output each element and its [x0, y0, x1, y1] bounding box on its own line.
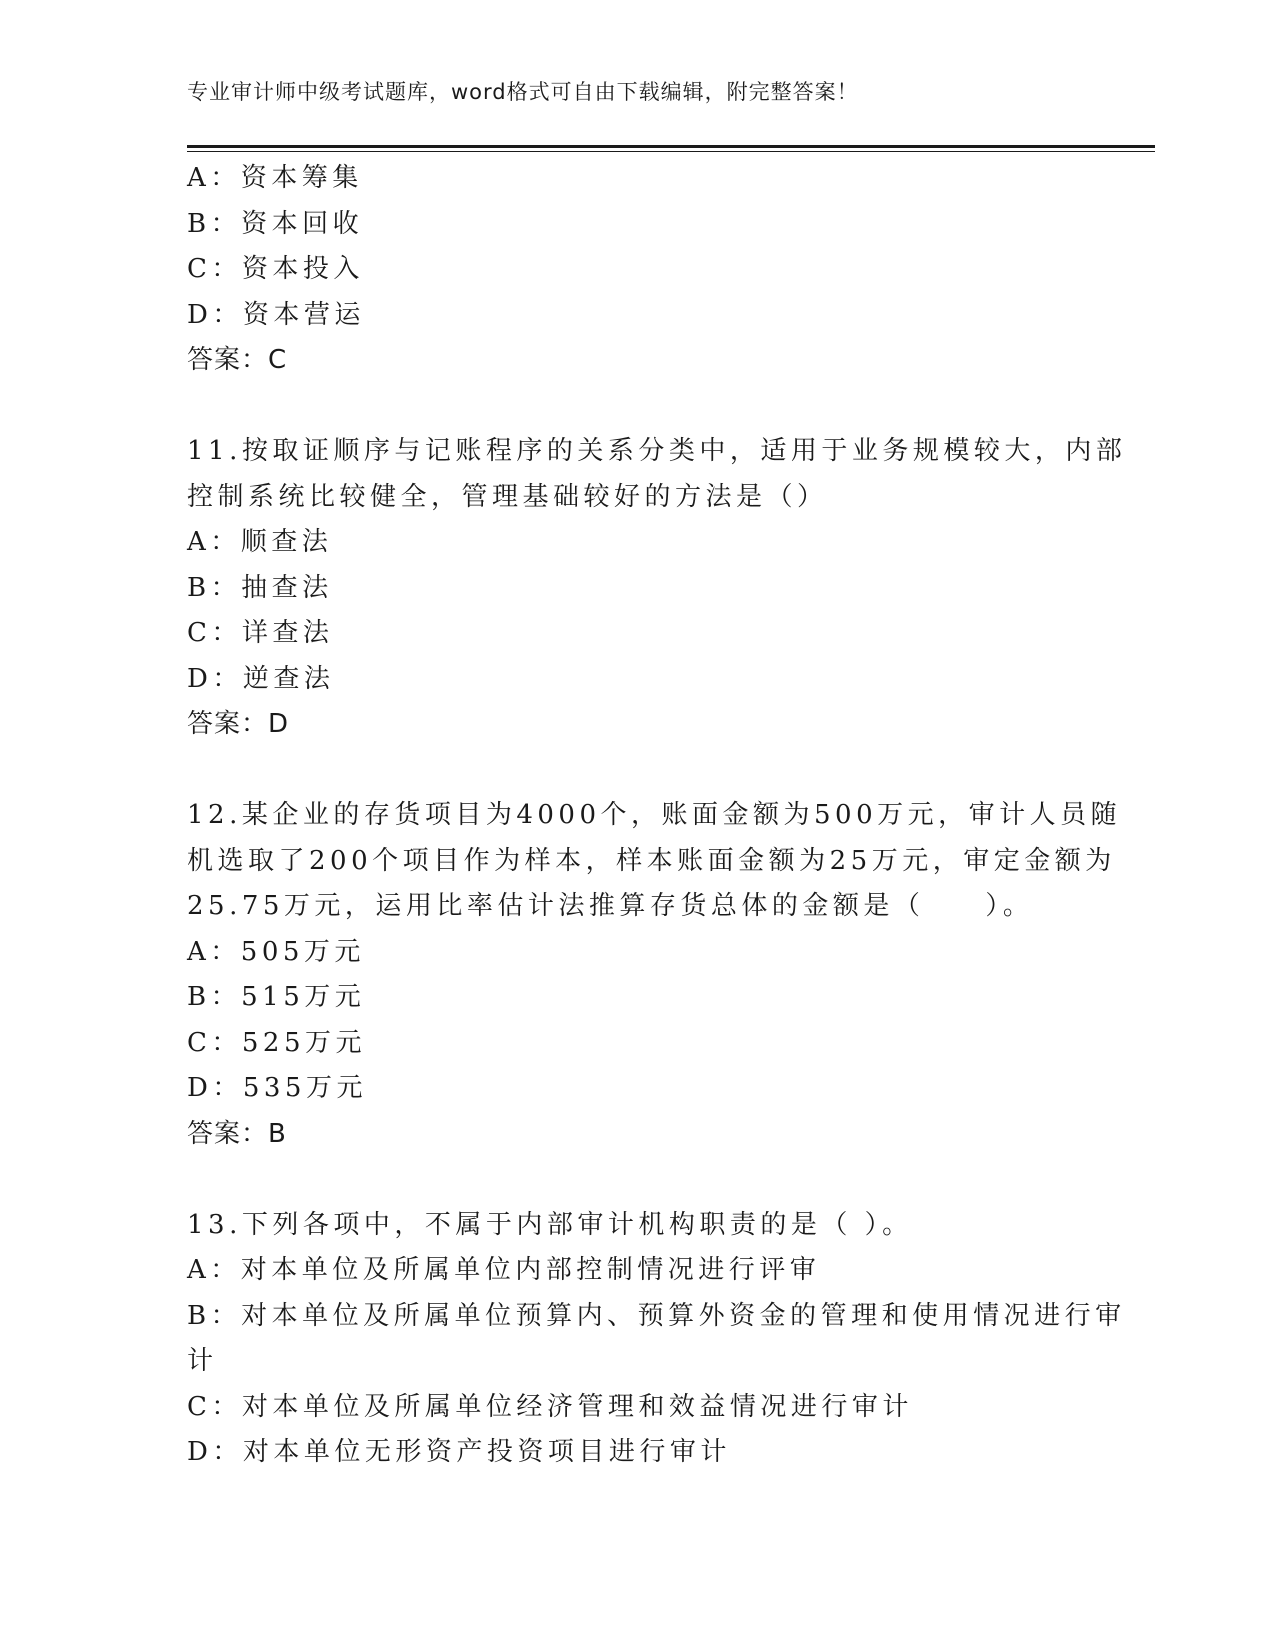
option-b: B：资本回收 [187, 208, 364, 239]
page-header: 专业审计师中级考试题库，word格式可自由下载编辑，附完整答案！ [187, 80, 859, 104]
option-c: C：资本投入 [187, 254, 364, 284]
option-b-continued: 计 [187, 1346, 218, 1376]
spacer [187, 384, 1087, 430]
option-a: A：505万元 [187, 936, 365, 967]
option-a: A：资本筹集 [187, 163, 363, 193]
option-b: B：抽查法 [187, 572, 333, 603]
option-d: D：逆查法 [187, 663, 335, 694]
question-stem-continued: 控制系统比较健全，管理基础较好的方法是（） [187, 481, 828, 512]
option-b: B：对本单位及所属单位预算内、预算外资金的管理和使用情况进行审 [187, 1300, 1126, 1331]
option-c: C：对本单位及所属单位经济管理和效益情况进行审计 [187, 1391, 913, 1422]
header-rule-thick [187, 145, 1155, 148]
option-a: A：对本单位及所属单位内部控制情况进行评审 [187, 1255, 821, 1285]
question-content [187, 156, 1127, 1476]
question-stem: 11.按取证顺序与记账程序的关系分类中，适用于业务规模较大，内部 [187, 436, 1127, 466]
answer-label: 答案：D [187, 709, 290, 739]
option-b: B：515万元 [187, 982, 366, 1012]
answer-label: 答案：B [187, 1118, 287, 1149]
option-a: A：顺查法 [187, 527, 333, 557]
option-c: C：525万元 [187, 1027, 367, 1058]
option-d: D：对本单位无形资产投资项目进行审计 [187, 1437, 731, 1467]
question-stem: 12.某企业的存货项目为4000个，账面金额为500万元，审计人员随 [187, 800, 1122, 830]
header-rule-thin [187, 151, 1155, 152]
question-stem: 13.下列各项中，不属于内部审计机构职责的是（ ）。 [187, 1209, 913, 1240]
spacer [187, 1157, 1087, 1203]
option-c: C：详查法 [187, 618, 334, 648]
question-stem-continued: 25.75万元，运用比率估计法推算存货总体的金额是（ ）。 [187, 891, 1034, 921]
answer-label: 答案：C [187, 345, 288, 375]
option-d: D：资本营运 [187, 299, 365, 330]
question-stem-continued: 机选取了200个项目作为样本，样本账面金额为25万元，审定金额为 [187, 845, 1116, 876]
option-d: D：535万元 [187, 1073, 367, 1103]
spacer [187, 748, 1087, 794]
